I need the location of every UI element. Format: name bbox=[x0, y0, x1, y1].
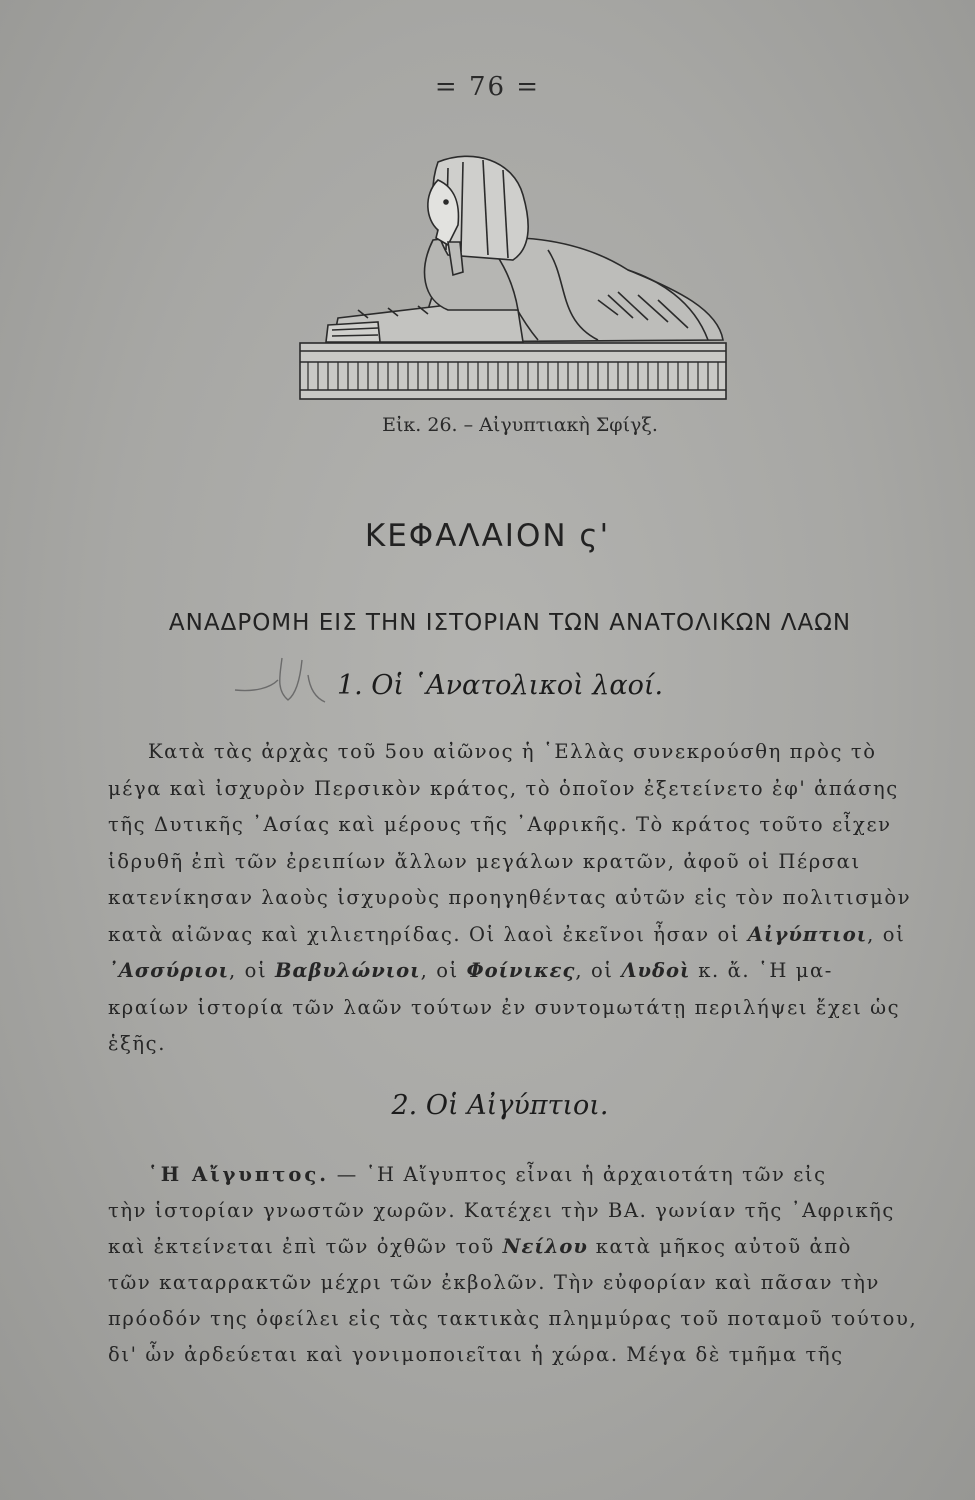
text-run: ἱδρυθῆ ἐπὶ τῶν ἐρειπίων ἄλλων μεγάλων κρατῶν, ἀφοῦ οἱ Πέρσαι bbox=[108, 849, 861, 873]
text-run: κ. ἄ. ῾Η μα- bbox=[690, 959, 833, 982]
text-run: Κατὰ τὰς ἀρχὰς τοῦ 5ου αἰῶνος ἡ ῾Ελλὰς συνεκρούσθη πρὸς τὸ bbox=[148, 740, 877, 763]
emphasized-term: Βαβυλώνιοι bbox=[275, 959, 421, 982]
body-text-line bbox=[108, 1307, 918, 1330]
text-run: καὶ ἐκτείνεται ἐπὶ τῶν ὀχθῶν τοῦ bbox=[108, 1235, 503, 1258]
chapter-subtitle: ΑΝΑΔΡΟΜΗ ΕΙΣ ΤΗΝ ΙΣΤΟΡΙΑΝ ΤΩΝ ΑΝΑΤΟΛΙΚΩΝ ΛΑΩΝ bbox=[168, 610, 852, 636]
body-text-line bbox=[108, 923, 904, 946]
body-text-line bbox=[148, 1163, 904, 1186]
emphasized-term: Φοίνικες bbox=[466, 959, 576, 982]
body-text-line bbox=[108, 886, 912, 909]
text-run: , οἱ bbox=[420, 959, 467, 982]
chapter-title: ΚΕΦΑΛΑΙΟΝ ς' bbox=[364, 518, 611, 554]
body-text-line bbox=[108, 1271, 904, 1294]
text-run: κατὰ μῆκος αὐτοῦ ἀπὸ bbox=[587, 1235, 853, 1258]
emphasized-term: ᾿Ασσύριοι bbox=[108, 959, 230, 982]
emphasized-term: Λυδοὶ bbox=[621, 959, 691, 982]
body-text-line bbox=[148, 740, 904, 763]
text-run: τῆς Δυτικῆς ᾿Ασίας καὶ μέρους τῆς ᾿Αφρικῆς. Τὸ κράτος τοῦτο εἶχεν bbox=[108, 813, 892, 836]
text-run: — ῾Η Αἴγυπτος εἶναι ἡ ἀρχαιοτάτη τῶν εἰς bbox=[329, 1163, 827, 1186]
body-text-line bbox=[108, 996, 904, 1019]
text-run: δι' ὧν ἀρδεύεται καὶ γονιμοποιεῖται ἡ χώρα. Μέγα δὲ τμῆμα τῆς bbox=[108, 1343, 844, 1366]
text-run: πρόοδόν της ὀφείλει εἰς τὰς τακτικὰς πλημμύρας τοῦ ποταμοῦ τούτου, bbox=[108, 1307, 918, 1330]
text-run: , οἱ bbox=[229, 959, 275, 982]
text-run: κατὰ αἰῶνας καὶ χιλιετηρίδας. Οἱ λαοὶ ἐκεῖνοι ἦσαν οἱ bbox=[108, 922, 748, 946]
text-run: ἑξῆς. bbox=[108, 1032, 167, 1055]
body-text-line bbox=[108, 850, 904, 873]
body-text-line bbox=[108, 1235, 904, 1258]
page-number: = 76 = bbox=[434, 72, 541, 102]
section-heading: 2. Οἱ Αἰγύπτιοι. bbox=[391, 1090, 609, 1121]
emphasized-term: Αἰγύπτιοι bbox=[747, 922, 868, 946]
body-text-line bbox=[108, 959, 904, 982]
body-text-line bbox=[108, 1343, 904, 1366]
emphasized-term: ῾Η Αἴγυπτος. bbox=[148, 1163, 329, 1186]
text-run: τῶν καταρρακτῶν μέχρι τῶν ἐκβολῶν. Τὴν εὐφορίαν καὶ πᾶσαν τὴν bbox=[108, 1271, 880, 1294]
section-heading: 1. Οἱ ῾Ανατολικοὶ λαοί. bbox=[336, 670, 664, 701]
text-run: τὴν ἱστορίαν γνωστῶν χωρῶν. Κατέχει τὴν ΒΑ. γωνίαν τῆς ᾿Αφρικῆς bbox=[108, 1199, 895, 1222]
text-run: κραίων ἱστορία τῶν λαῶν τούτων ἐν συντομωτάτῃ περιλήψει ἔχει ὡς bbox=[108, 995, 901, 1019]
sphinx-illustration-icon bbox=[298, 150, 730, 404]
figure-caption: Εἰκ. 26. – Αἰγυπτιακὴ Σφίγξ. bbox=[382, 414, 658, 436]
body-text-line bbox=[108, 1032, 904, 1055]
emphasized-term: Νείλου bbox=[502, 1235, 588, 1258]
text-run: , οἱ bbox=[575, 959, 622, 982]
body-text-line bbox=[108, 777, 904, 800]
text-run: , οἱ bbox=[867, 922, 906, 946]
text-run: κατενίκησαν λαοὺς ἰσχυροὺς προηγηθέντας αὐτῶν εἰς τὸν πολιτισμὸν bbox=[108, 886, 912, 909]
body-text-line bbox=[108, 1199, 904, 1222]
text-run: μέγα καὶ ἰσχυρὸν Περσικὸν κράτος, τὸ ὁποῖον ἐξετείνετο ἐφ' ἁπάσης bbox=[108, 776, 899, 800]
body-text-line bbox=[108, 813, 904, 836]
